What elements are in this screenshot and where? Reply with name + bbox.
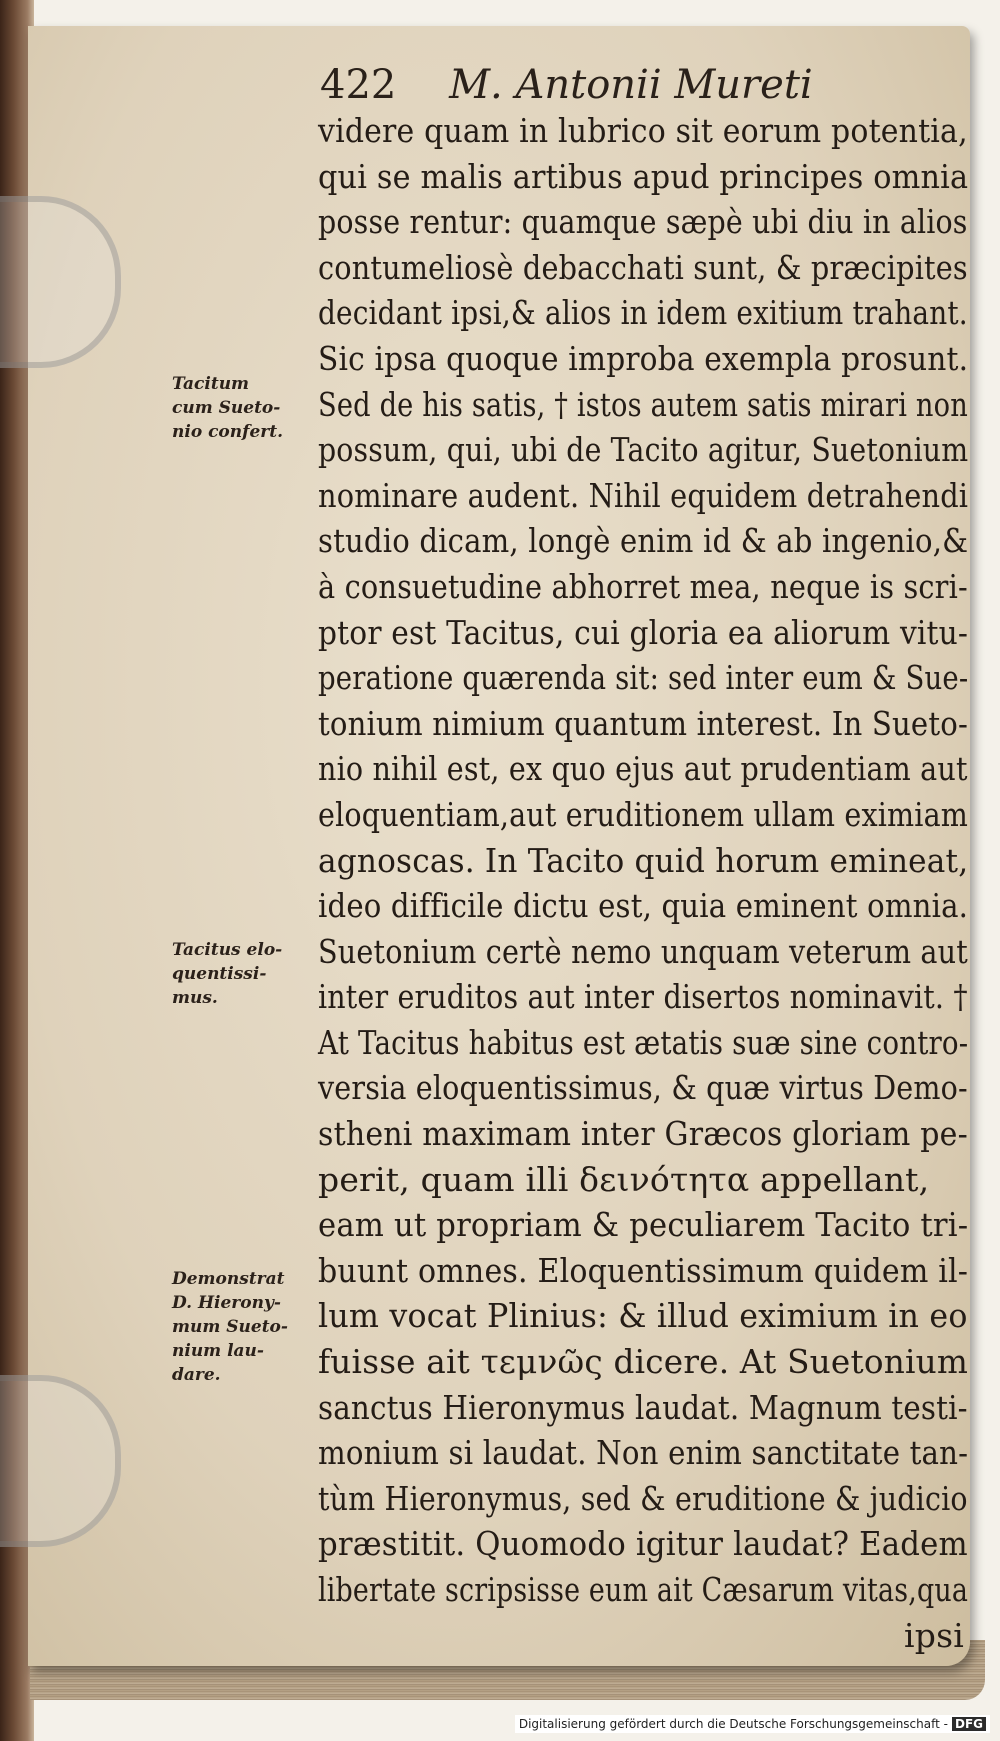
margin-note-line: quentissi-: [172, 964, 267, 984]
margin-note-1: [172, 372, 283, 444]
digitization-credit: [515, 1715, 990, 1733]
text-line: tonium nimium quantum interest. In Sueto-: [318, 703, 968, 743]
text-line: versia eloquentissimus, & quæ virtus Demo-: [318, 1068, 968, 1108]
text-line: Sed de his satis, † istos autem satis mirari non: [318, 384, 968, 424]
text-line: lum vocat Plinius: & illud eximium in eo: [318, 1296, 968, 1336]
text-line: à consuetudine abhorret mea, neque is scri-: [318, 566, 968, 606]
margin-note-3: [172, 1267, 288, 1387]
text-line: possum, qui, ubi de Tacito agitur, Suetonium: [318, 430, 969, 470]
credit-text: Digitalisierung gefördert durch die Deutsche Forschungsgemeinschaft -: [518, 1717, 948, 1731]
text-line: tùm Hieronymus, sed & eruditione & judicio: [318, 1478, 968, 1518]
margin-note-line: cum Sueto-: [172, 398, 281, 418]
text-line: inter eruditos aut inter disertos nominavit. †: [318, 977, 968, 1017]
text-line: libertate scripsisse eum ait Cæsarum vitas,qua: [318, 1570, 969, 1609]
text-line: Sic ipsa quoque improba exempla prosunt.: [318, 338, 969, 378]
margin-note-line: mum Sueto-: [172, 1317, 288, 1337]
text-line: eloquentiam,aut eruditionem ullam eximiam: [318, 794, 969, 834]
text-line: nominare audent. Nihil equidem detrahendi: [318, 475, 969, 515]
text-line: decidant ipsi,& alios in idem exitium trahant.: [318, 293, 968, 333]
running-title: M. Antonii Mureti: [449, 62, 813, 108]
text-line: sanctus Hieronymus laudat. Magnum testi-: [318, 1387, 968, 1427]
body-text: [318, 108, 968, 1658]
text-line: agnoscas. In Tacito quid horum emineat,: [318, 840, 969, 880]
margin-note-line: Tacitus elo-: [172, 940, 283, 960]
text-line: studio dicam, longè enim id & ab ingenio,&: [318, 521, 969, 561]
text-line: buunt omnes. Eloquentissimum quidem il-: [318, 1250, 969, 1290]
text-line: stheni maximam inter Græcos gloriam pe-: [318, 1114, 968, 1154]
text-line: videre quam in lubrico sit eorum potentia,: [318, 111, 968, 150]
margin-note-line: Demonstrat: [172, 1269, 285, 1289]
text-line: perit, quam illi δεινότητα appellant,: [318, 1159, 930, 1199]
text-line: posse rentur: quamque sæpè ubi diu in alios: [318, 202, 968, 242]
text-line: At Tacitus habitus est ætatis suæ sine contro-: [318, 1022, 969, 1062]
text-line: qui se malis artibus apud principes omnia: [318, 156, 969, 196]
text-line: ideo difficile dictu est, quia eminent omnia.: [318, 886, 969, 926]
text-line: ptor est Tacitus, cui gloria ea aliorum vitu-: [318, 612, 969, 652]
text-line: monium si laudat. Non enim sanctitate tan-: [318, 1433, 969, 1473]
page-header: [320, 62, 813, 108]
page-number: 422: [320, 62, 397, 108]
text-line: contumeliosè debacchati sunt, & præcipites: [318, 247, 968, 287]
margin-note-line: dare.: [172, 1365, 221, 1385]
margin-note-line: D. Hierony-: [172, 1293, 281, 1313]
margin-note-2: [172, 938, 282, 1010]
text-line: fuisse ait τεμνῶς dicere. At Suetonium: [318, 1342, 969, 1382]
text-line: nio nihil est, ex quo ejus aut prudentiam aut: [318, 749, 968, 789]
text-line: peratione quærenda sit: sed inter eum & Sue-: [318, 658, 969, 698]
margin-note-line: nio confert.: [172, 422, 283, 442]
margin-note-line: Tacitum: [172, 374, 250, 394]
dfg-logo: DFG: [952, 1717, 986, 1731]
margin-note-line: mus.: [172, 988, 218, 1008]
catchword: ipsi: [904, 1615, 964, 1655]
text-line: præstitit. Quomodo igitur laudat? Eadem: [318, 1524, 968, 1564]
margin-note-line: nium lau-: [172, 1341, 264, 1361]
text-line: Suetonium certè nemo unquam veterum aut: [318, 931, 968, 971]
text-line: eam ut propriam & peculiarem Tacito tri-: [318, 1205, 969, 1245]
